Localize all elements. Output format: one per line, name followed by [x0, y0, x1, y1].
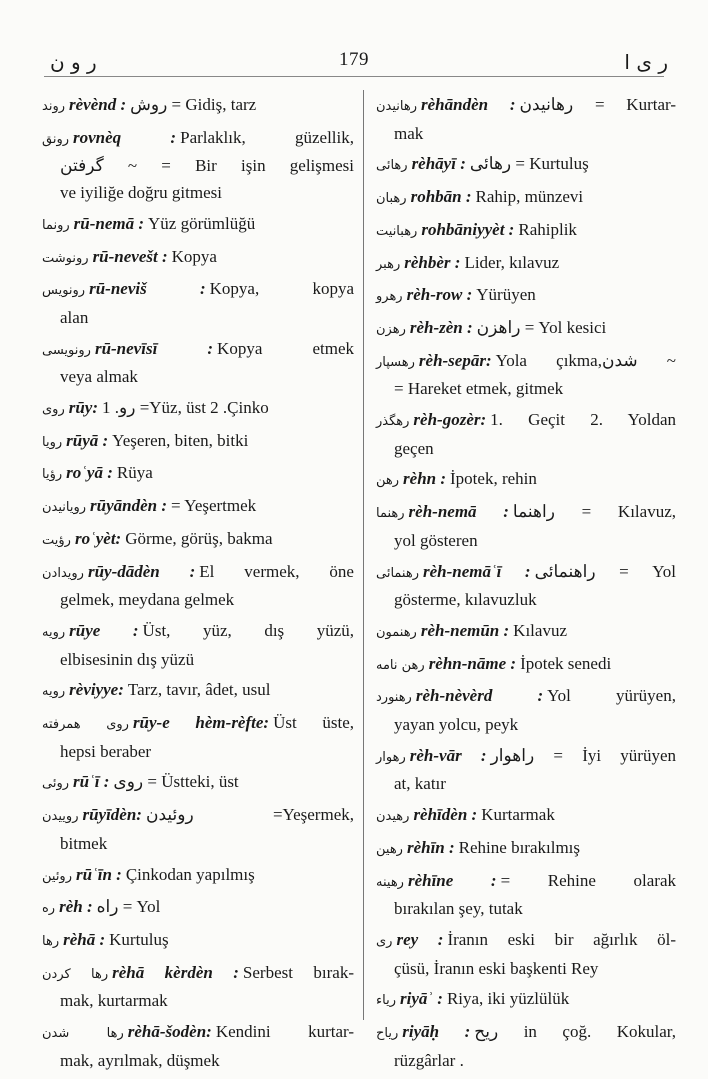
headword-transliteration: rèhā :: [63, 929, 106, 949]
headword-arabic: رويه: [42, 684, 66, 700]
dictionary-entry: [376, 184, 676, 213]
dictionary-entry: [42, 526, 354, 555]
definition-text: ريح in çoğ. Kokular,: [474, 1022, 677, 1042]
entry-line: [42, 211, 354, 240]
dictionary-entry: [376, 407, 676, 462]
headword-transliteration: rèhā kèrdèn :: [112, 962, 239, 982]
headword-arabic: رهن: [376, 473, 400, 489]
headword-transliteration: riyāḥ :: [402, 1022, 471, 1042]
headword-transliteration: rèh-sepār:: [418, 350, 492, 370]
definition-text: Lider, kılavuz: [464, 252, 560, 272]
headword-arabic: رها شدن: [42, 1026, 124, 1042]
definition-text: alan: [60, 307, 89, 327]
definition-text: Riya, iki yüzlülük: [446, 989, 570, 1009]
headword-transliteration: rey :: [396, 929, 444, 949]
dictionary-entry: [42, 862, 354, 891]
headword-transliteration: rèh-vār :: [409, 745, 487, 765]
headword-transliteration: rūye :: [69, 620, 139, 640]
definition-text: El vermek, öne: [199, 561, 354, 581]
headword-arabic: روى: [42, 402, 65, 418]
headword-transliteration: rèvènd :: [69, 95, 127, 114]
definition-text: Rahip, münzevi: [475, 187, 584, 207]
headword-arabic: رهزن: [376, 321, 406, 337]
definition-text: Parlaklık, güzellik,: [180, 127, 355, 147]
headword-transliteration: rūyīdèn:: [82, 805, 142, 825]
entry-line: [376, 1019, 676, 1048]
definition-text: bırakılan şey, tutak: [394, 899, 523, 919]
definition-text: mak: [394, 123, 424, 143]
dictionary-entry: [42, 460, 354, 489]
entry-line: [42, 428, 354, 457]
headword-transliteration: riyāʾ :: [399, 989, 443, 1009]
definition-text: Rahiplik: [518, 219, 577, 239]
entry-line: [42, 647, 354, 674]
headword-arabic: رؤيا: [42, 467, 63, 483]
definition-text: = Rehine olarak: [500, 870, 676, 890]
definition-text: راهنمائى = Yol: [534, 561, 677, 581]
headword-arabic: رهوار: [376, 749, 406, 765]
dictionary-entry: [42, 493, 354, 522]
entry-line: [42, 1048, 354, 1075]
entry-line: [376, 184, 676, 213]
dictionary-entry: [376, 618, 676, 647]
headword-arabic: رؤيت: [42, 532, 71, 548]
headword-arabic: روند: [42, 99, 65, 114]
definition-text: at, katır: [394, 774, 446, 794]
dictionary-entry: [42, 559, 354, 614]
definition-text: Yüz görümlüğü: [148, 213, 256, 233]
dictionary-entry: [42, 211, 354, 240]
headword-arabic: رهينه: [376, 874, 404, 890]
dictionary-entry: [42, 894, 354, 923]
dictionary-entry: [376, 151, 676, 180]
definition-text: Yeşeren, biten, bitki: [112, 430, 249, 450]
dictionary-entry: [42, 244, 354, 273]
entry-line: [376, 282, 676, 311]
definition-text: Kendini kurtar-: [215, 1022, 354, 1042]
entry-line: [376, 802, 676, 831]
headword-transliteration: rèhāyī :: [411, 154, 466, 174]
entry-line: [376, 376, 676, 403]
entry-line: [376, 121, 676, 148]
headword-arabic: ره: [42, 901, 56, 917]
headword-transliteration: rūy-e hèm-rèfte:: [132, 713, 270, 733]
dictionary-entry: [376, 986, 676, 1015]
header-right-guide-letters: ر ى ا: [624, 50, 668, 74]
dictionary-entry: [376, 348, 676, 403]
headword-transliteration: rèhīne :: [407, 870, 497, 890]
entry-line: [42, 559, 354, 588]
headword-arabic: رهانيدن: [376, 99, 418, 114]
headword-transliteration: rèhīn :: [406, 837, 455, 857]
headword-transliteration: rū-neviš :: [89, 279, 206, 299]
page-number: 179: [339, 49, 369, 70]
definition-text: 1. Geçit 2. Yoldan: [490, 410, 676, 430]
headword-arabic: رونويسى: [42, 342, 91, 358]
entry-line: [42, 244, 354, 273]
headword-transliteration: roʿyèt:: [74, 528, 122, 548]
entry-line: [42, 92, 354, 121]
dictionary-entry: [376, 315, 676, 344]
definition-text: İpotek senedi: [520, 653, 612, 673]
entry-line: [42, 988, 354, 1015]
headword-arabic: روييدن: [42, 809, 79, 825]
definition-text: Çinkodan yapılmış: [125, 864, 255, 884]
definition-text: رهانيدن = Kurtar-: [519, 95, 676, 114]
definition-text: yol gösteren: [394, 530, 478, 550]
definition-text: geçen: [394, 438, 434, 458]
definition-text: gösterme, kılavuzluk: [394, 590, 537, 610]
headword-arabic: رياح: [376, 1026, 399, 1042]
entry-line: [42, 802, 354, 831]
entry-line: [42, 927, 354, 956]
definition-text: روى = Üstteki, üst: [113, 772, 239, 792]
left-column: [42, 92, 354, 1079]
headword-arabic: رونق: [42, 131, 70, 147]
entry-line: [42, 960, 354, 989]
headword-arabic: رهرو: [376, 289, 403, 305]
entry-line: [42, 460, 354, 489]
headword-transliteration: rūy-dādèn :: [87, 561, 196, 581]
definition-text: Tarz, tavır, âdet, usul: [127, 680, 271, 700]
definition-text: İpotek, rehin: [450, 469, 537, 489]
definition-text: گرفتن ~ = Bir işin gelişmesi: [60, 156, 354, 176]
headword-transliteration: rūyā :: [66, 430, 109, 450]
headword-arabic: روئى: [42, 776, 70, 792]
dictionary-entry: [376, 559, 676, 614]
definition-text: راهزن = Yol kesici: [476, 317, 607, 337]
headword-arabic: رونما: [42, 217, 70, 233]
dictionary-entry: [376, 868, 676, 923]
entry-line: [376, 1048, 676, 1075]
headword-transliteration: rohbāniyyèt :: [421, 219, 515, 239]
definition-text: Rehine bırakılmış: [458, 837, 581, 857]
entry-line: [376, 528, 676, 555]
definition-text: elbisesinin dış yüzü: [60, 649, 195, 669]
headword-arabic: رويا: [42, 434, 63, 450]
definition-text: İranın eski bir ağırlık öl-: [447, 929, 676, 949]
headword-arabic: روئين: [42, 868, 72, 884]
dictionary-entry: [376, 651, 676, 680]
headword-transliteration: rū-nevešt :: [92, 246, 168, 266]
headword-transliteration: rū-nemā :: [73, 213, 145, 233]
headword-arabic: رها: [42, 933, 60, 949]
definition-text: veya almak: [60, 367, 138, 387]
entry-line: [42, 364, 354, 391]
headword-arabic: رهنورد: [376, 690, 412, 706]
dictionary-entry: [42, 125, 354, 207]
definition-text: Yol yürüyen,: [547, 686, 676, 706]
headword-arabic: رهائى: [376, 158, 408, 174]
entry-line: [42, 677, 354, 706]
page-header: [0, 46, 708, 76]
entry-line: [376, 499, 676, 528]
entry-line: [376, 927, 676, 956]
entry-line: [42, 125, 354, 154]
dictionary-entry: [42, 276, 354, 331]
definition-text: رهائى = Kurtuluş: [469, 154, 589, 174]
definition-text: Kopya etmek: [217, 338, 354, 358]
entry-line: [42, 336, 354, 365]
header-left-guide-letters: ر و ن: [50, 50, 97, 74]
entry-line: [376, 217, 676, 246]
entry-line: [42, 618, 354, 647]
entry-line: [376, 151, 676, 180]
headword-arabic: رهنمائى: [376, 565, 419, 581]
headword-arabic: رها كردن: [42, 966, 109, 982]
entry-line: [376, 896, 676, 923]
entry-line: [376, 868, 676, 897]
entry-line: [376, 436, 676, 463]
dictionary-entry: [42, 92, 354, 121]
headword-arabic: رى: [376, 933, 393, 949]
definition-text: Yola çıkma,شدن ~: [495, 350, 676, 370]
definition-text: Üst üste,: [273, 713, 354, 733]
dictionary-entry: [376, 499, 676, 554]
dictionary-entry: [376, 466, 676, 495]
headword-transliteration: rūʿī :: [73, 772, 110, 792]
headword-arabic: رهيدن: [376, 809, 410, 825]
headword-transliteration: rèhn :: [403, 469, 447, 489]
headword-arabic: رهنمون: [376, 624, 417, 640]
definition-text: روئيدن =Yeşermek,: [145, 805, 354, 825]
entry-line: [376, 683, 676, 712]
headword-transliteration: rèh-zèn :: [409, 317, 473, 337]
dictionary-entry: [42, 802, 354, 857]
headword-arabic: رهسپار: [376, 354, 415, 370]
definition-text: = Yeşertmek: [171, 496, 257, 516]
entry-line: [376, 587, 676, 614]
header-rule: [44, 76, 664, 77]
entry-line: [42, 305, 354, 332]
entry-line: [42, 831, 354, 858]
entry-line: [376, 407, 676, 436]
definition-text: bitmek: [60, 833, 108, 853]
entry-line: [376, 92, 676, 121]
headword-transliteration: rūyāndèn :: [90, 496, 168, 516]
dictionary-entry: [376, 683, 676, 738]
headword-transliteration: rèh-nèvèrd :: [415, 686, 544, 706]
definition-text: Kopya: [171, 246, 217, 266]
entry-line: [42, 493, 354, 522]
entry-line: [42, 769, 354, 798]
entry-line: [376, 712, 676, 739]
headword-arabic: رويدادن: [42, 565, 84, 581]
entry-line: [376, 986, 676, 1015]
headword-transliteration: rèhāndèn :: [421, 95, 516, 114]
definition-text: Serbest bırak-: [242, 962, 354, 982]
right-column: [376, 92, 676, 1079]
dictionary-entry: [376, 217, 676, 246]
headword-transliteration: rèviyye:: [69, 680, 124, 700]
entry-line: [42, 153, 354, 180]
dictionary-entry: [42, 1019, 354, 1074]
entry-line: [376, 618, 676, 647]
entry-line: [376, 466, 676, 495]
headword-transliteration: rovnèq :: [73, 127, 177, 147]
definition-text: راهنما = Kılavuz,: [512, 502, 676, 522]
headword-arabic: رهنما: [376, 506, 405, 522]
dictionary-entry: [376, 835, 676, 864]
column-divider: [363, 90, 364, 1020]
entry-line: [376, 771, 676, 798]
definition-text: Yürüyen: [476, 285, 536, 305]
headword-arabic: رونوشت: [42, 250, 89, 266]
entry-line: [376, 348, 676, 377]
headword-arabic: رياء: [376, 993, 396, 1009]
entry-line: [376, 651, 676, 680]
headword-transliteration: rohbān :: [410, 187, 472, 207]
entry-line: [42, 526, 354, 555]
dictionary-entry: [42, 395, 354, 424]
headword-transliteration: rèh-gozèr:: [413, 410, 487, 430]
dictionary-entry: [42, 428, 354, 457]
definition-text: Kurtarmak: [481, 805, 555, 825]
dictionary-entry: [42, 927, 354, 956]
definition-text: Rüya: [116, 463, 153, 483]
definition-text: راه = Yol: [96, 897, 161, 917]
headword-arabic: رهبر: [376, 256, 401, 272]
entry-line: [376, 956, 676, 983]
definition-text: Kılavuz: [513, 620, 567, 640]
headword-arabic: رهبان: [376, 191, 407, 207]
entry-line: [376, 559, 676, 588]
definition-text: Kurtuluş: [109, 929, 169, 949]
entry-line: [376, 835, 676, 864]
entry-line: [42, 739, 354, 766]
definition-text: Üst, yüz, dış yüzü,: [142, 620, 355, 640]
definition-text: Görme, görüş, bakma: [125, 528, 273, 548]
headword-arabic: رويانيدن: [42, 500, 87, 516]
definition-text: روش = Gidiş, tarz: [130, 95, 257, 114]
headword-transliteration: rèh :: [59, 897, 93, 917]
headword-arabic: روى همرفته: [42, 717, 129, 733]
definition-text: mak, kurtarmak: [60, 991, 168, 1011]
headword-transliteration: roʿyā :: [66, 463, 113, 483]
definition-text: yayan yolcu, peyk: [394, 715, 519, 735]
definition-text: Kopya, kopya: [209, 279, 354, 299]
headword-transliteration: rūʿīn :: [76, 864, 122, 884]
dictionary-entry: [376, 282, 676, 311]
entry-line: [42, 276, 354, 305]
entry-line: [376, 315, 676, 344]
headword-arabic: رهين: [376, 841, 403, 857]
headword-arabic: رهبانيت: [376, 223, 418, 239]
definition-text: ve iyiliğe doğru gitmesi: [60, 183, 222, 203]
dictionary-entry: [42, 710, 354, 765]
entry-line: [376, 250, 676, 279]
headword-transliteration: rèhā-šodèn:: [127, 1022, 212, 1042]
headword-arabic: رويه: [42, 624, 66, 640]
headword-transliteration: rū-nevīsī :: [94, 338, 214, 358]
dictionary-entry: [376, 927, 676, 982]
definition-text: rüzgârlar .: [394, 1050, 464, 1070]
entry-line: [42, 395, 354, 424]
dictionary-entry: [376, 802, 676, 831]
entry-line: [376, 743, 676, 772]
headword-transliteration: rèhīdèn :: [413, 805, 478, 825]
dictionary-entry: [376, 1019, 676, 1074]
entry-line: [42, 587, 354, 614]
headword-arabic: رونويس: [42, 283, 86, 299]
definition-text: راهوار = İyi yürüyen: [490, 745, 676, 765]
dictionary-entry: [42, 960, 354, 1015]
entry-line: [42, 1019, 354, 1048]
headword-transliteration: rèhbèr :: [404, 252, 461, 272]
headword-arabic: رهن نامه: [376, 657, 425, 673]
entry-line: [42, 862, 354, 891]
headword-transliteration: rèh-nemūn :: [420, 620, 510, 640]
dictionary-entry: [42, 769, 354, 798]
headword-transliteration: rèh-row :: [406, 285, 473, 305]
dictionary-entry: [42, 677, 354, 706]
definition-text: hepsi beraber: [60, 741, 152, 761]
definition-text: gelmek, meydana gelmek: [60, 590, 235, 610]
definition-text: = Hareket etmek, gitmek: [394, 379, 564, 399]
dictionary-entry: [376, 250, 676, 279]
headword-transliteration: rèh-nemāʿī :: [423, 561, 531, 581]
headword-arabic: رهگذر: [376, 414, 410, 430]
dictionary-entry: [42, 336, 354, 391]
headword-transliteration: rèh-nemā :: [408, 502, 509, 522]
definition-text: çüsü, İranın eski başkenti Rey: [394, 958, 599, 978]
headword-transliteration: rèhn-nāme :: [428, 653, 517, 673]
entry-line: [42, 180, 354, 207]
entry-line: [42, 710, 354, 739]
definition-text: mak, ayrılmak, düşmek: [60, 1050, 220, 1070]
dictionary-entry: [42, 618, 354, 673]
dictionary-entry: [376, 743, 676, 798]
definition-text: 1 .رو =Yüz, üst 2 .Çinko: [102, 398, 269, 418]
dictionary-entry: [376, 92, 676, 147]
entry-line: [42, 894, 354, 923]
headword-transliteration: rūy:: [68, 398, 99, 418]
